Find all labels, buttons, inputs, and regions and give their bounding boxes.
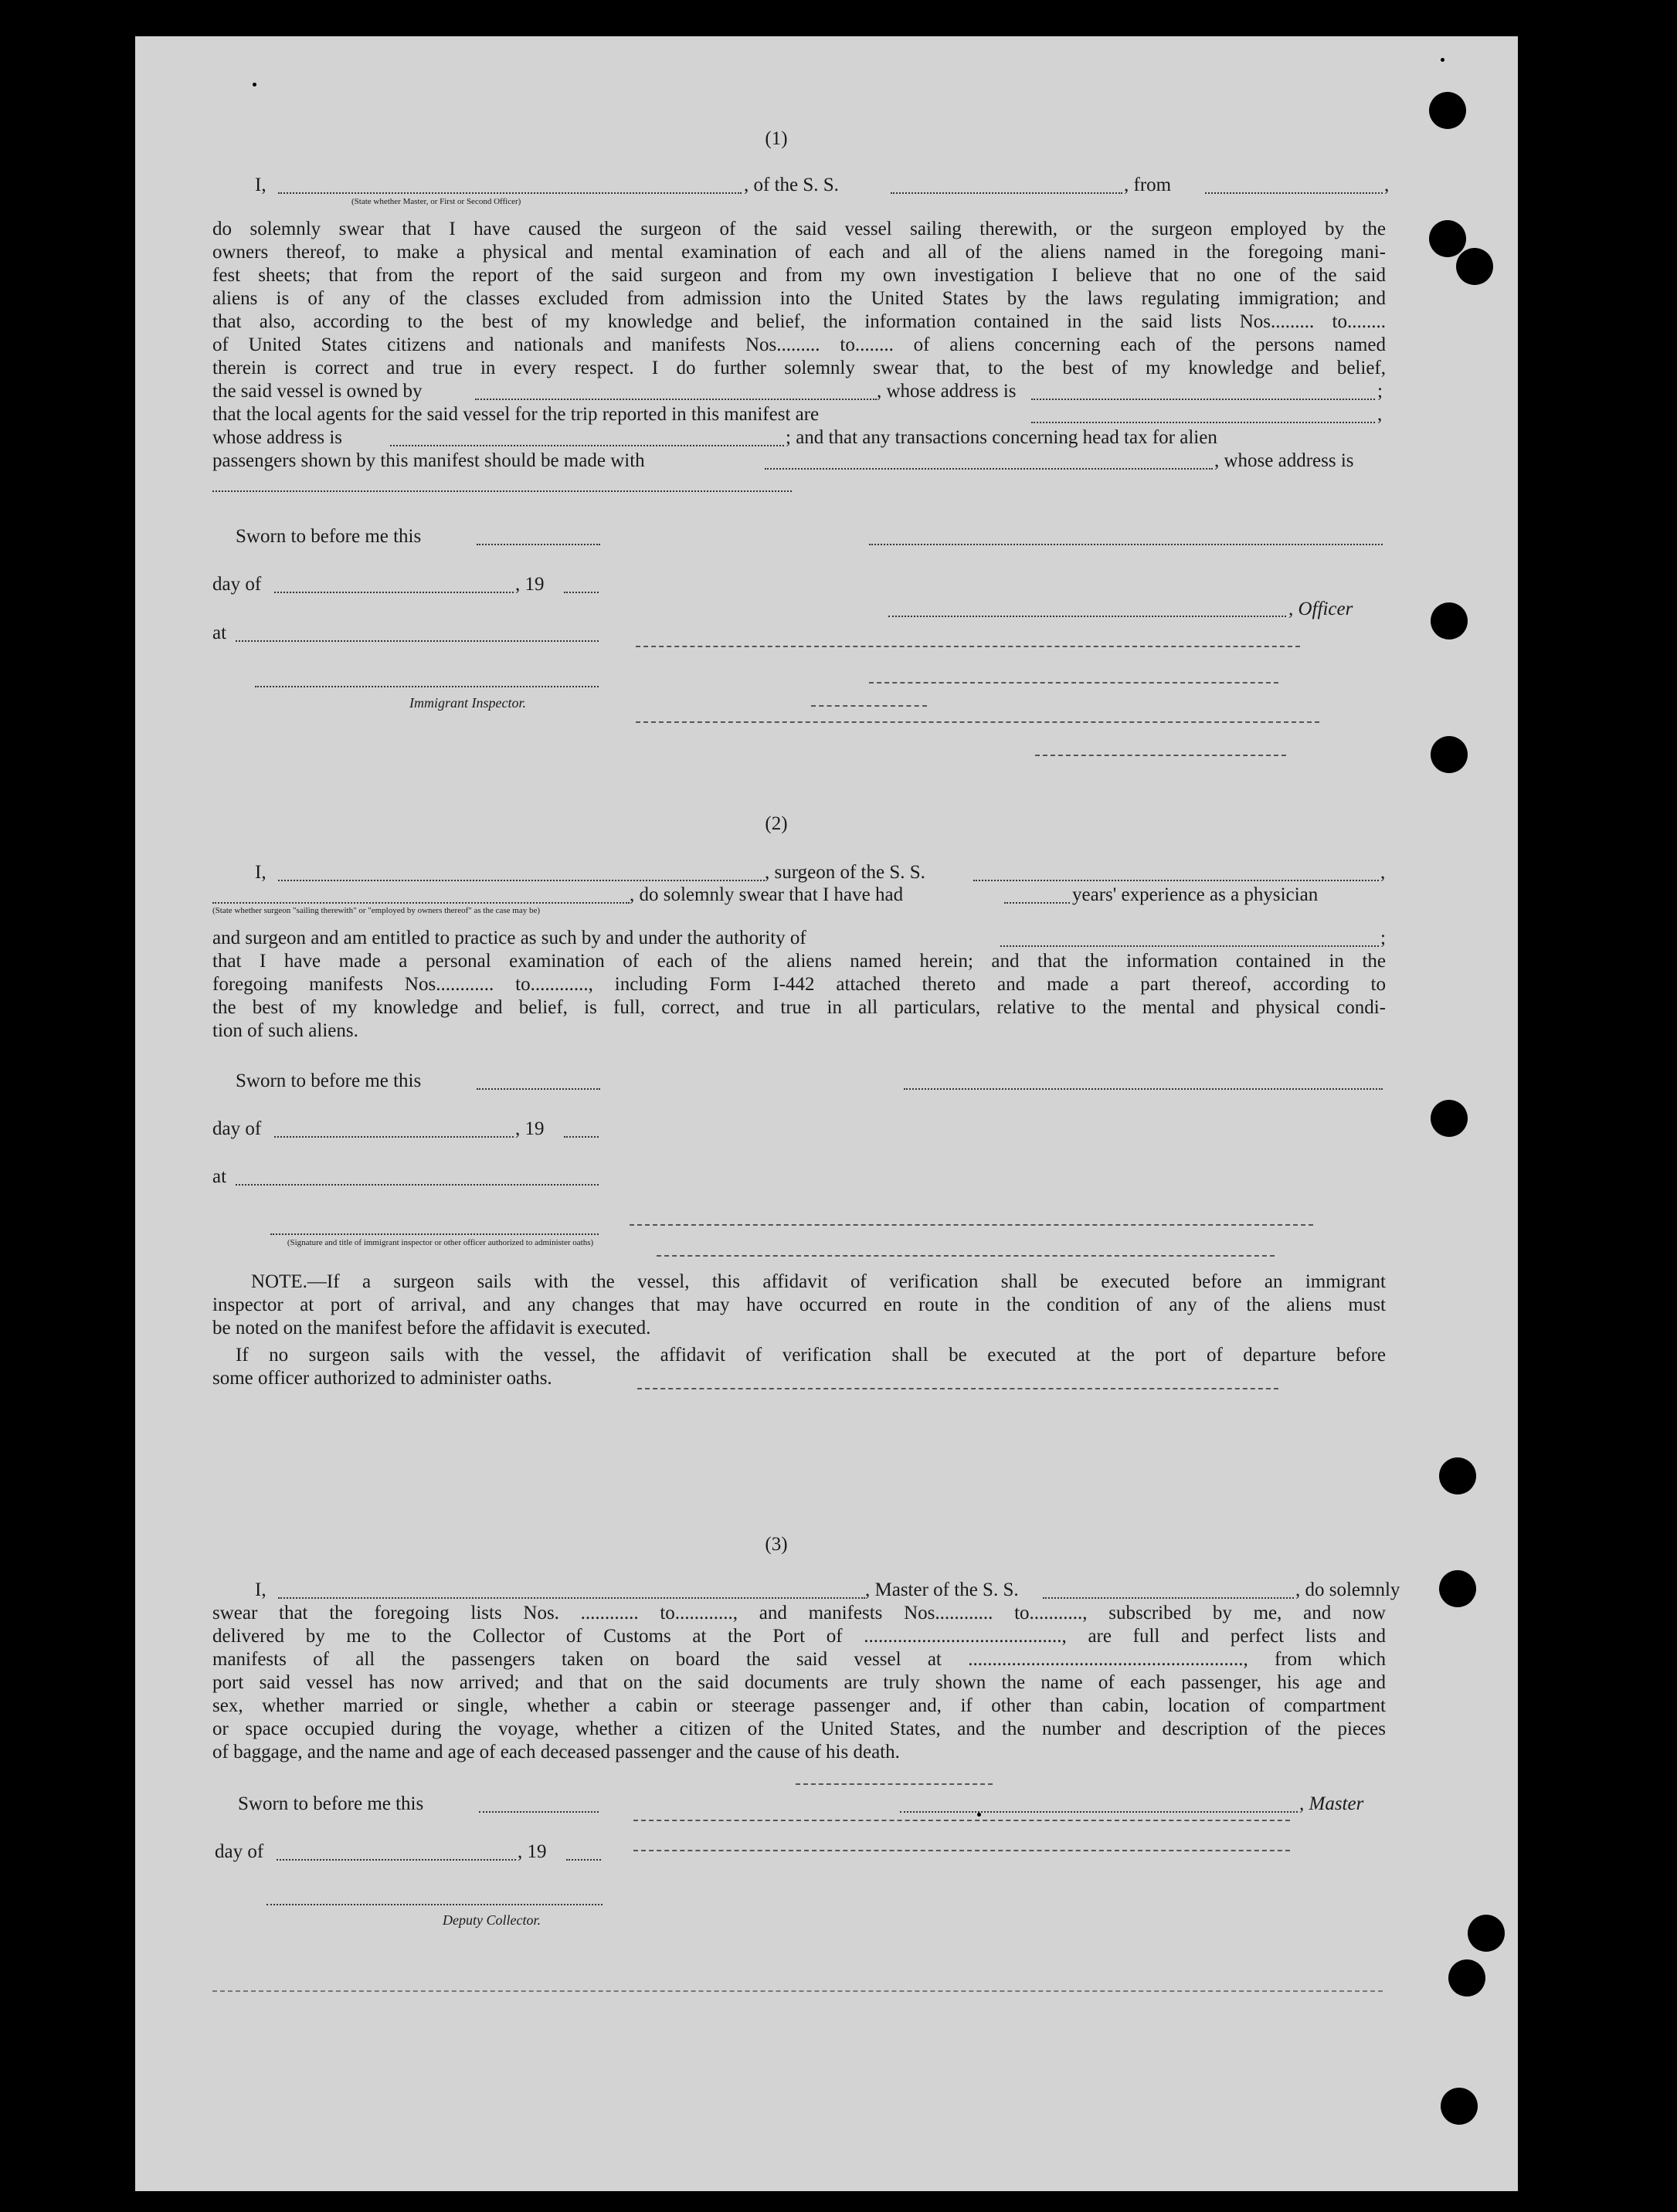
- s2-note-line: NOTE.—If a surgeon sails with the vessel, this affidavit of verification shall be executed before an immigrant: [251, 1271, 1386, 1292]
- s1-sworn: Sworn to before me this: [236, 526, 422, 547]
- binder-hole: [1431, 1100, 1468, 1137]
- binder-hole: [1439, 1570, 1476, 1607]
- s1-day-of: day of: [212, 574, 262, 595]
- s1-head-tax: ; and that any transactions concerning head tax for alien: [786, 427, 1217, 448]
- s3-master-blank[interactable]: [278, 1597, 865, 1599]
- s2-line: the best of my knowledge and belief, is full, correct, and true in all particulars, relative to the mental and physical condi-: [212, 997, 1386, 1018]
- s3-line: or space occupied during the voyage, whether a citizen of the United States, and the number and description of the pieces: [212, 1718, 1386, 1739]
- s3-i: I,: [255, 1579, 266, 1600]
- s1-officer-sign-blank[interactable]: [888, 616, 1286, 617]
- s1-agents-blank[interactable]: [1031, 422, 1375, 423]
- s2-i: I,: [255, 862, 266, 883]
- s1-pencil-line: [811, 705, 927, 707]
- s1-whose-address-is: whose address is: [212, 427, 343, 448]
- s1-ship-blank[interactable]: [891, 192, 1122, 194]
- s1-line: aliens is of any of the classes excluded from admission into the United States by the laws regulating immigration; and: [212, 288, 1386, 309]
- s1-passengers-shown: passengers shown by this manifest should be made with: [212, 450, 645, 471]
- s3-last-line: of baggage, and the name and age of each deceased passenger and the cause of his death.: [212, 1742, 900, 1762]
- s2-surgeon-blank[interactable]: [278, 880, 765, 881]
- s1-line: of United States citizens and nationals and manifests Nos......... to........ of aliens concerning each of the persons named: [212, 334, 1386, 355]
- s1-line: do solemnly swear that I have caused the surgeon of the said vessel sailing therewith, or the surgeon employed by the: [212, 219, 1386, 239]
- s1-line: that also, according to the best of my knowledge and belief, the information contained in the said lists Nos......... to........: [212, 311, 1386, 332]
- s1-pencil-line: [869, 682, 1278, 684]
- s3-do-solemnly: , do solemnly: [1295, 1579, 1400, 1600]
- s1-local-agents: that the local agents for the said vessel for the trip reported in this manifest are: [212, 404, 820, 425]
- s2-caption: (State whether surgeon "sailing therewith" or "employed by owners thereof" as the case may be): [212, 906, 541, 915]
- s1-year-blank[interactable]: [564, 592, 599, 593]
- s3-sworn-date-blank[interactable]: [479, 1811, 599, 1813]
- s2-pencil-line: [657, 1255, 1275, 1257]
- s3-line: sex, whether married or single, whether a cabin or steerage passenger and, if other than cabin, location of compartment: [212, 1695, 1386, 1716]
- s1-year: , 19: [515, 574, 545, 595]
- s3-month-blank[interactable]: [277, 1859, 516, 1861]
- s1-comma2: ,: [1377, 404, 1383, 425]
- s1-pencil-line: [636, 646, 1300, 647]
- s1-pencil-line: [636, 721, 1319, 723]
- s2-authority-blank[interactable]: [1000, 945, 1379, 947]
- s1-officer-blank[interactable]: [278, 192, 742, 194]
- s1-at-blank[interactable]: [236, 640, 599, 642]
- s1-month-blank[interactable]: [274, 592, 514, 593]
- s3-sworn: Sworn to before me this: [238, 1793, 424, 1814]
- s2-sig-caption: (Signature and title of immigrant inspector or other officer authorized to administer oaths): [287, 1238, 594, 1247]
- s3-ship-blank[interactable]: [1043, 1597, 1294, 1599]
- binder-hole: [1468, 1915, 1505, 1952]
- section-2-number: (2): [765, 813, 788, 834]
- s1-comma: ,: [1384, 175, 1390, 195]
- s1-whose-address-is2: , whose address is: [1214, 450, 1354, 471]
- s2-years-exp: years' experience as a physician: [1072, 884, 1319, 905]
- binder-hole: [1441, 2088, 1478, 2125]
- s1-line: fest sheets; that from the report of the said surgeon and from my own investigation I believe that no one of the said: [212, 265, 1386, 286]
- s2-note2-line: If no surgeon sails with the vessel, the affidavit of verification shall be executed at the port of departure before: [236, 1345, 1386, 1366]
- s1-tax-address-blank[interactable]: [212, 490, 792, 492]
- s2-year: , 19: [515, 1118, 545, 1139]
- s1-semicolon: ;: [1377, 381, 1383, 402]
- s3-master-label: , Master: [1299, 1793, 1364, 1814]
- manifest-back-page: [135, 36, 1518, 2191]
- s2-signature-blank[interactable]: [904, 1088, 1383, 1090]
- s1-owner-blank[interactable]: [475, 399, 877, 400]
- speck: [977, 1813, 981, 1817]
- s2-surgeon-of: , surgeon of the S. S.: [765, 862, 925, 883]
- s1-agents-address-blank[interactable]: [390, 445, 784, 446]
- s2-status-blank[interactable]: [212, 902, 630, 904]
- s1-inspector-blank[interactable]: [255, 686, 599, 687]
- s2-semicolon: ;: [1380, 928, 1386, 948]
- s1-line: owners thereof, to make a physical and mental examination of each and all of the aliens named in the foregoing mani-: [212, 242, 1386, 263]
- s2-ship-blank[interactable]: [973, 880, 1379, 881]
- s3-pencil-line: [796, 1783, 993, 1785]
- s2-note-last: be noted on the manifest before the affidavit is executed.: [212, 1318, 651, 1338]
- s1-signature-blank[interactable]: [869, 544, 1383, 545]
- section-1-number: (1): [765, 128, 788, 149]
- s1-owned-by: the said vessel is owned by: [212, 381, 423, 402]
- binder-hole: [1431, 736, 1468, 773]
- s2-at-blank[interactable]: [236, 1184, 599, 1186]
- s3-pencil-line: [633, 1850, 1290, 1851]
- s2-note-line: inspector at port of arrival, and any changes that may have occurred en route in the condition of any of the aliens must: [212, 1294, 1386, 1315]
- s2-sworn-date-blank[interactable]: [477, 1088, 600, 1090]
- s3-line: manifests of all the passengers taken on board the said vessel at ........................................................., from which: [212, 1649, 1386, 1670]
- s1-line: therein is correct and true in every respect. I do further solemnly swear that, to the best of my knowledge and belief,: [212, 358, 1386, 378]
- s2-do-solemnly: , do solemnly swear that I have had: [630, 884, 904, 905]
- speck: [1441, 58, 1444, 62]
- s2-pencil-line: [630, 1224, 1313, 1226]
- s1-i: I,: [255, 175, 266, 195]
- binder-hole: [1448, 1959, 1485, 1997]
- s1-whose-address: , whose address is: [877, 381, 1017, 402]
- speck: [253, 83, 256, 87]
- s1-of-ss: , of the S. S.: [744, 175, 839, 195]
- s3-year: , 19: [518, 1841, 547, 1862]
- s1-caption: (State whether Master, or First or Second Officer): [351, 197, 521, 206]
- s2-day-of: day of: [212, 1118, 262, 1139]
- s2-year-blank[interactable]: [564, 1136, 599, 1138]
- s2-comma: ,: [1380, 862, 1386, 883]
- s1-pencil-line: [1035, 755, 1286, 756]
- s1-from-blank[interactable]: [1205, 192, 1383, 194]
- bottom-rule: [212, 1990, 1383, 1992]
- s1-sworn-date-blank[interactable]: [477, 544, 600, 545]
- s2-line: foregoing manifests Nos............ to............, including Form I-442 attached thereto and made a part thereof, according to: [212, 974, 1386, 995]
- s2-pencil-line: [637, 1388, 1278, 1389]
- s2-sworn: Sworn to before me this: [236, 1070, 422, 1091]
- binder-hole: [1431, 602, 1468, 640]
- s1-at: at: [212, 623, 227, 643]
- s2-month-blank[interactable]: [274, 1136, 514, 1138]
- s1-inspector-label: Immigrant Inspector.: [409, 695, 526, 711]
- binder-hole: [1456, 248, 1493, 285]
- binder-hole: [1429, 92, 1466, 129]
- s3-year-blank[interactable]: [566, 1859, 601, 1861]
- section-3-number: (3): [765, 1534, 788, 1555]
- s3-line: swear that the foregoing lists Nos. ............ to............, and manifests Nos............ to..........., subscribed by me, and now: [212, 1603, 1386, 1623]
- s3-pencil-line: [633, 1820, 1290, 1821]
- s2-inspector-blank[interactable]: [270, 1233, 599, 1235]
- s2-line3: and surgeon and am entitled to practice as such by and under the authority of: [212, 928, 806, 948]
- s3-master-sign-blank[interactable]: [900, 1811, 1298, 1813]
- s2-last-line: tion of such aliens.: [212, 1020, 358, 1041]
- s1-tax-agent-blank[interactable]: [765, 468, 1213, 470]
- s2-note2-last: some officer authorized to administer oaths.: [212, 1368, 552, 1389]
- s3-line: port said vessel has now arrived; and that on the said documents are truly shown the name of each passenger, his age and: [212, 1672, 1386, 1693]
- s1-owner-address-blank[interactable]: [1031, 399, 1375, 400]
- binder-hole: [1429, 220, 1466, 257]
- s3-collector-blank[interactable]: [266, 1904, 603, 1905]
- s3-collector-label: Deputy Collector.: [443, 1912, 541, 1928]
- s3-day-of: day of: [215, 1841, 264, 1862]
- s2-years-blank[interactable]: [1004, 902, 1070, 904]
- s2-at: at: [212, 1166, 227, 1187]
- s3-line: delivered by me to the Collector of Customs at the Port of ........................................., are full and perfect lists and: [212, 1626, 1386, 1647]
- s2-line: that I have made a personal examination of each of the aliens named herein; and that the information contained in the: [212, 951, 1386, 972]
- s1-from: , from: [1124, 175, 1172, 195]
- binder-hole: [1439, 1457, 1476, 1494]
- s1-officer-label: , Officer: [1288, 599, 1353, 619]
- s3-master-of: , Master of the S. S.: [865, 1579, 1019, 1600]
